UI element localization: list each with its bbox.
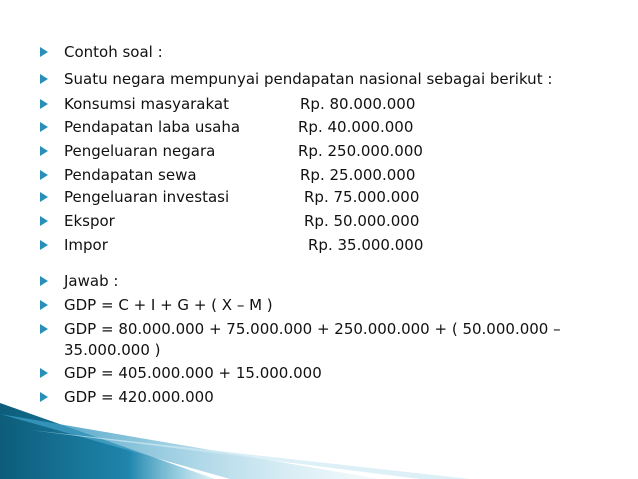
intro-label: Suatu negara mempunyai pendapatan nasional sebagai berikut : xyxy=(64,70,553,88)
answer-calculation: GDP = 80.000.000 + 75.000.000 + 250.000.000 + ( 50.000.000 – xyxy=(64,320,561,338)
item-amount: Rp. 25.000.000 xyxy=(300,166,416,184)
item-label: Pengeluaran negara xyxy=(64,142,216,160)
item-amount: Rp. 40.000.000 xyxy=(298,118,414,136)
item-amount: Rp. 250.000.000 xyxy=(298,142,423,160)
intro-label: Contoh soal : xyxy=(64,43,163,61)
answer-result: GDP = 420.000.000 xyxy=(64,388,214,406)
item-amount: Rp. 50.000.000 xyxy=(304,212,420,230)
answer-formula: GDP = C + I + G + ( X – M ) xyxy=(64,296,273,314)
item-label: Ekspor xyxy=(64,212,115,230)
item-amount: Rp. 80.000.000 xyxy=(300,95,416,113)
answer-calculation-continuation: 35.000.000 ) xyxy=(64,341,161,359)
item-label: Pendapatan laba usaha xyxy=(64,118,241,136)
answer-label: Jawab : xyxy=(64,272,119,290)
item-label: Pendapatan sewa xyxy=(64,166,197,184)
item-amount: Rp. 35.000.000 xyxy=(308,236,424,254)
item-label: Konsumsi masyarakat xyxy=(64,95,229,113)
item-amount: Rp. 75.000.000 xyxy=(304,188,420,206)
answer-calculation: GDP = 405.000.000 + 15.000.000 xyxy=(64,364,322,382)
item-label: Impor xyxy=(64,236,108,254)
item-label: Pengeluaran investasi xyxy=(64,188,230,206)
